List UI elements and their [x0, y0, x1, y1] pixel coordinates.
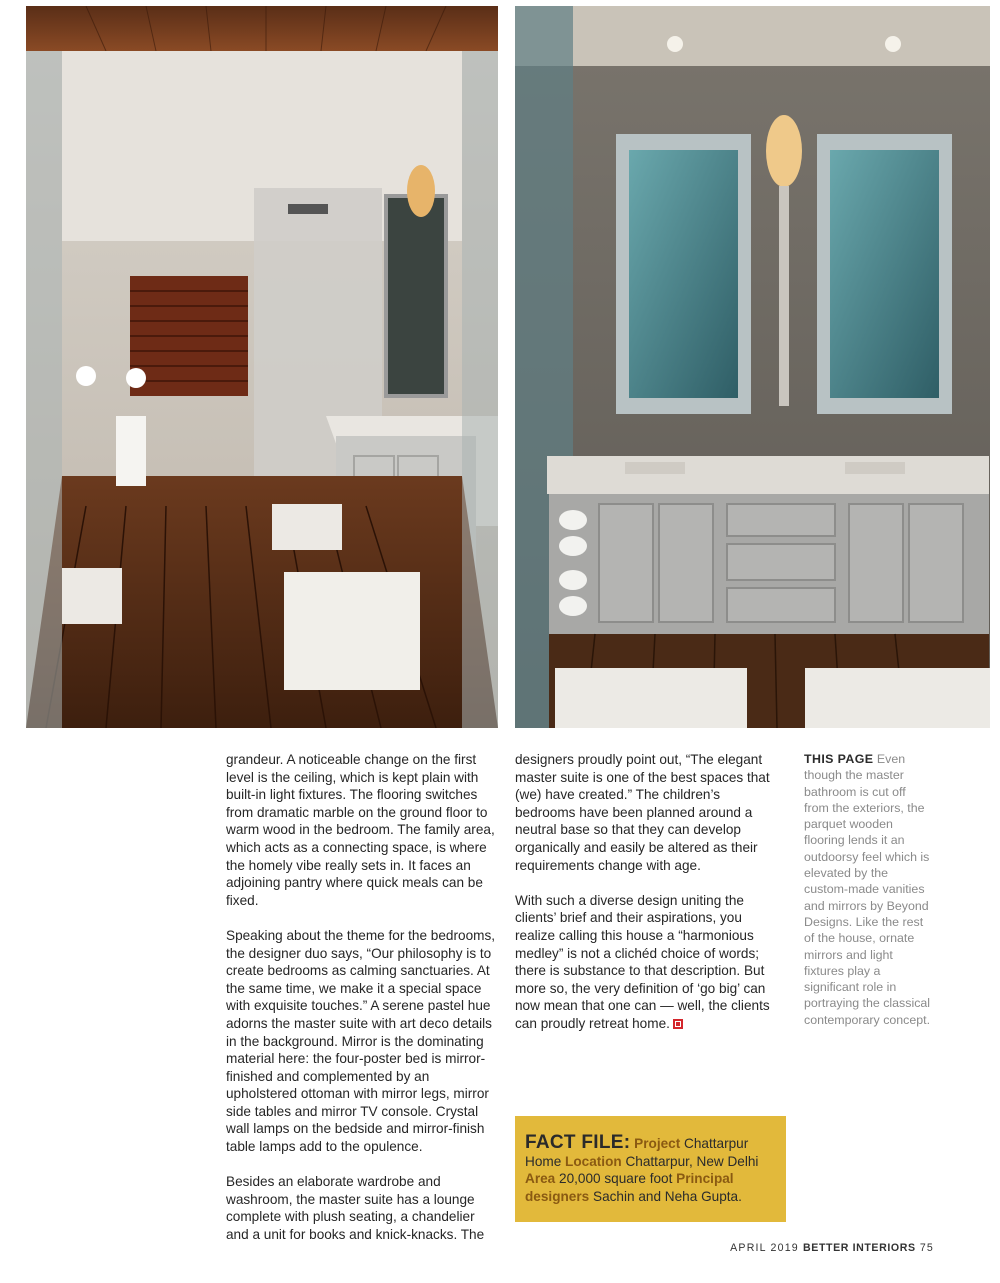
footer-magazine: BETTER INTERIORS — [803, 1242, 916, 1254]
fact-file-designers: Sachin and Neha Gupta. — [593, 1188, 742, 1204]
caption-lead: THIS PAGE — [804, 752, 874, 766]
article-paragraph-final — [515, 892, 777, 1033]
vanity-photo — [515, 6, 990, 728]
page-number: 75 — [919, 1242, 934, 1254]
fact-file-designers-label: Principal designers — [525, 1171, 734, 1204]
article-paragraph: Besides an elaborate wardrobe and washroom, the master suite has a lounge complete with plush seating, a chandelier and a unit for books and knick-knacks. The — [226, 1174, 485, 1243]
article-paragraph: Speaking about the theme for the bedrooms, the designer duo says, “Our philosophy is to create bedrooms as calming sanctuaries. At the same time, we make it a special space with exquisite touches.” A serene pastel hue adorns the master suite with art deco details in the background. Mirror is the dominating material here: the four-poster bed is mirror-finished and complemented by an upholstered ottoman with mirror legs, mirror side tables and mirror TV console. Crystal wall lamps on the bedside and mirror-finish table lamps add to the opulence. — [226, 927, 496, 1155]
fact-file-location: Chattarpur, New Delhi — [625, 1153, 759, 1169]
article-column-2 — [515, 751, 777, 1050]
page-footer — [730, 1242, 934, 1254]
article-paragraph: grandeur. A noticeable change on the first level is the ceiling, which is kept plain with built-in light fixtures. The flooring switches from dramatic marble on the ground floor to warm wood in the bedroom. The family area, which acts as a connecting space, is where the homely vibe really sets in. It faces an adjoining pantry where quick meals can be fixed. — [226, 752, 495, 908]
footer-date: APRIL 2019 — [730, 1242, 799, 1254]
fact-file-area-label: Area — [525, 1171, 556, 1187]
caption-text: Even though the master bathroom is cut off from the exteriors, the parquet wooden flooring lends it an outdoorsy feel which is elevated by the custom-made vanities and mirrors by Beyond Designs. Like the rest of the house, ornate mirrors and light fixtures play a significant role in portraying the classical contemporary concept. — [804, 752, 931, 1027]
photo-caption — [804, 751, 932, 1028]
bathroom-photo-icon — [26, 6, 498, 728]
article-paragraph-text: With such a diverse design uniting the clients’ brief and their aspirations, you realize calling this house a “harmonious medley” is not a clichéd choice of words; there is substance to that description. But more so, the very definition of ‘go big’ can now mean that one can — well, the clients can proudly retreat home. — [515, 892, 770, 1031]
fact-file-location-label: Location — [565, 1153, 622, 1169]
end-mark-icon — [673, 1019, 683, 1029]
article-column-1 — [226, 751, 501, 1261]
fact-file-project: Chattarpur Home — [525, 1136, 749, 1169]
fact-file-title: FACT FILE: — [525, 1132, 631, 1153]
bathroom-photo — [26, 6, 498, 728]
vanity-photo-icon — [515, 6, 990, 728]
fact-file-area: 20,000 square foot — [559, 1171, 673, 1187]
fact-file-box — [515, 1116, 786, 1222]
fact-file-project-label: Project — [634, 1136, 681, 1151]
article-paragraph: designers proudly point out, “The elegant master suite is one of the best spaces that (we) have created.” The children’s bedrooms have been planned around a neutral base so that they can develop organically and easily be altered as their requirements change with age. — [515, 752, 770, 873]
